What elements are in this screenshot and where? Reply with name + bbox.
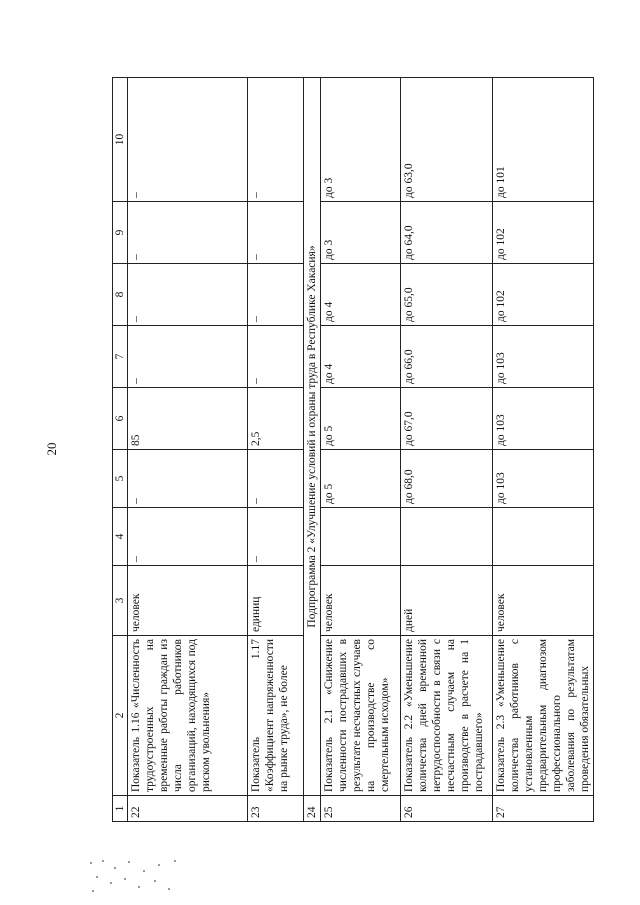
value-cell: до 103 [493,388,594,450]
indicator-name: Показатель 1.16 «Численность трудоустроенных на временные работы граждан из числа работников организаций, находящихся под риском увольнения» [128,636,248,796]
row-number: 27 [493,796,594,822]
row-number: 24 [304,796,321,822]
indicators-table [112,77,594,822]
column-header: 5 [113,450,128,508]
table-row [128,78,248,822]
indicator-name: Показатель 1.17 «Коэффициент напряженности на рынке труда», не более [248,636,304,796]
value-cell: – [248,202,304,264]
value-cell: – [128,202,248,264]
value-cell: – [248,264,304,326]
unit-cell: дней [401,566,493,636]
page-number: 20 [44,442,59,456]
unit-cell: единиц [248,566,304,636]
column-header: 2 [113,636,128,796]
unit-cell: человек [128,566,248,636]
value-cell: до 67,0 [401,388,493,450]
header-row [113,78,128,822]
table-row [321,78,401,822]
indicator-name: Показатель 2.2 «Уменьшение количества дней временной нетрудоспособности в связи с несчастным случаем на производстве в расчете на 1 пострадавшего» [401,636,493,796]
section-row [304,78,321,822]
rotated-page-content [112,78,592,822]
value-cell: – [128,264,248,326]
value-cell: до 3 [321,202,401,264]
value-cell: – [128,508,248,566]
value-cell: – [128,326,248,388]
value-cell: 85 [128,388,248,450]
value-cell: до 3 [321,78,401,202]
row-number: 22 [128,796,248,822]
table-row [493,78,594,822]
scan-noise [88,858,184,894]
table-row [248,78,304,822]
column-header: 1 [113,796,128,822]
column-header: 3 [113,566,128,636]
row-number: 26 [401,796,493,822]
column-header: 7 [113,326,128,388]
value-cell: до 65,0 [401,264,493,326]
value-cell: до 102 [493,264,594,326]
row-number: 23 [248,796,304,822]
value-cell: до 103 [493,326,594,388]
value-cell: до 64,0 [401,202,493,264]
unit-cell: человек [493,566,594,636]
value-cell [401,508,493,566]
value-cell: до 5 [321,450,401,508]
value-cell: до 66,0 [401,326,493,388]
indicator-name: Показатель 2.3 «Уменьшение количества работников с установленным предварительным диагнозом профессионального заболевания по результатам проведения обязательных [493,636,594,796]
unit-cell: человек [321,566,401,636]
value-cell: – [248,450,304,508]
value-cell: – [128,78,248,202]
value-cell: до 103 [493,450,594,508]
value-cell: – [248,78,304,202]
value-cell: до 68,0 [401,450,493,508]
value-cell [493,508,594,566]
column-header: 6 [113,388,128,450]
value-cell: до 63,0 [401,78,493,202]
subprogram-title: Подпрограмма 2 «Улучшение условий и охраны труда в Республике Хакасия» [304,78,321,796]
value-cell: до 4 [321,264,401,326]
column-header: 10 [113,78,128,202]
table-row [401,78,493,822]
value-cell [321,508,401,566]
indicator-name: Показатель 2.1 «Снижение численности пострадавших в результате несчастных случаев на производстве со смертельным исходом» [321,636,401,796]
value-cell: – [128,450,248,508]
value-cell: до 101 [493,78,594,202]
value-cell: – [248,508,304,566]
value-cell: 2,5 [248,388,304,450]
value-cell: до 4 [321,326,401,388]
value-cell: – [248,326,304,388]
column-header: 8 [113,264,128,326]
column-header: 4 [113,508,128,566]
value-cell: до 5 [321,388,401,450]
value-cell: до 102 [493,202,594,264]
row-number: 25 [321,796,401,822]
column-header: 9 [113,202,128,264]
